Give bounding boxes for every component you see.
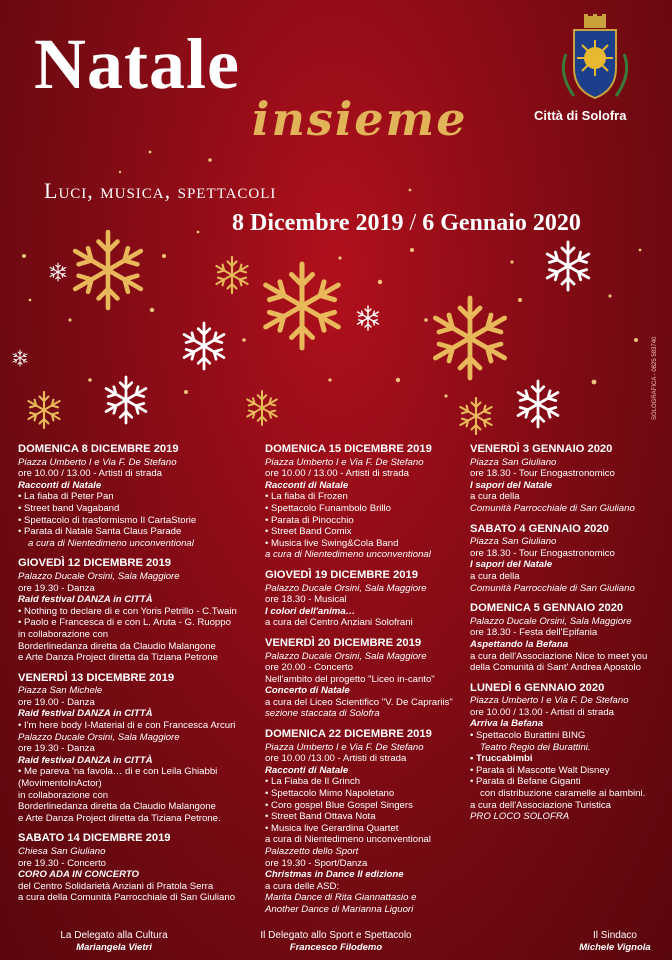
white-snowflake-icon xyxy=(358,306,379,330)
event-detail-line: Palazzo Ducale Orsini, Sala Maggiore xyxy=(18,570,180,582)
event-detail-line: • Musica live Gerardina Quartet xyxy=(265,822,399,834)
event-block xyxy=(470,444,665,515)
event-detail-line: • Parata di Natale Santa Claus Parade xyxy=(18,526,182,538)
printer-credit: SOLOGRAFICA - 0825 583740 xyxy=(652,336,658,420)
event-block xyxy=(18,833,258,904)
event-detail-line: CORO ADA IN CONCERTO xyxy=(18,869,139,881)
gold-snowflake-icon xyxy=(28,392,59,428)
event-detail-line: ore 10.00 / 13.00 - Artisti di strada xyxy=(18,468,162,480)
event-detail-line: • Spettacolo Burattini BING xyxy=(470,730,586,742)
event-detail-line: ore 19.30 - Danza xyxy=(18,743,95,755)
event-detail-line: Piazza Umberto I e Via F. De Stefano xyxy=(265,741,424,753)
event-detail-line: ore 18.30 - Festa dell'Epifania xyxy=(470,627,598,639)
event-date-heading: VENERDÌ 20 DICEMBRE 2019 xyxy=(265,636,422,649)
event-detail-line: Piazza San Giuliano xyxy=(470,456,557,468)
event-detail-line: PRO LOCO SOLOFRA xyxy=(470,811,570,823)
event-date-heading: VENERDÌ 3 GENNAIO 2020 xyxy=(470,443,613,455)
event-dates xyxy=(232,210,581,237)
event-detail-line: Raid festival DANZA in CITTÀ xyxy=(18,594,153,606)
event-detail-line: Piazza San Michele xyxy=(18,685,103,697)
white-snowflake-icon xyxy=(13,350,27,366)
event-detail-line: Borderlinedanza diretta da Claudio Malangone xyxy=(18,640,216,652)
event-detail-line: ore 18.30 - Tour Enogastronomico xyxy=(470,547,615,559)
event-block xyxy=(265,638,465,720)
white-snowflake-icon xyxy=(50,263,66,281)
event-block xyxy=(18,558,258,663)
event-detail-line: • Coro gospel Blue Gospel Singers xyxy=(265,799,413,811)
event-block xyxy=(18,673,258,825)
program-column-december-1 xyxy=(18,444,258,913)
gold-snowflake-icon xyxy=(435,298,504,378)
event-detail-line: a cura di Nientedimeno unconventional xyxy=(28,537,194,549)
title-natale: Natale xyxy=(34,24,240,104)
gold-snowflake-icon xyxy=(247,391,276,425)
event-date-heading: SABATO 4 GENNAIO 2020 xyxy=(470,522,609,535)
footer-name: Michele Vignola xyxy=(579,942,651,953)
event-detail-line: Christmas in Dance II edizione xyxy=(265,869,404,881)
event-block xyxy=(265,444,465,561)
footer-name: Mariangela Vietri xyxy=(76,942,152,953)
event-detail-line: Comunità Parrocchiale di San Giuliano xyxy=(470,582,635,594)
event-detail-line: • I'm here body I-Material di e con Francesca Arcuri xyxy=(18,720,236,732)
event-detail-line: Palazzo Ducale Orsini, Sala Maggiore xyxy=(18,731,180,743)
event-detail-line: • Street band Vagaband xyxy=(18,502,120,514)
event-detail-line: • Me pareva 'na favola… di e con Leila Ghiabbi xyxy=(18,766,218,778)
event-date-heading: GIOVEDÌ 12 DICEMBRE 2019 xyxy=(18,557,171,570)
event-detail-line: a cura di Nientedimeno unconventional xyxy=(265,549,431,561)
event-detail-line: Racconti di Natale xyxy=(265,479,349,491)
event-detail-line: a cura dell'Associazione Turistica xyxy=(470,799,612,811)
event-detail-line: ore 10.00 / 13.00 - Artisti di strada xyxy=(265,468,409,480)
event-detail-line: in collaborazione con xyxy=(18,628,109,640)
event-block xyxy=(470,524,665,595)
event-date-heading: SABATO 14 DICEMBRE 2019 xyxy=(18,832,171,845)
event-detail-line: Raid festival DANZA in CITTÀ xyxy=(18,708,153,720)
event-date-heading: DOMENICA 22 DICEMBRE 2019 xyxy=(265,728,432,741)
event-detail-line: ore 19.30 - Danza xyxy=(18,582,95,594)
event-date-heading: DOMENICA 5 GENNAIO 2020 xyxy=(470,602,624,615)
footer-role: Il Delegato allo Sport e Spettacolo xyxy=(260,930,412,941)
event-detail-line: • Street Band Ottava Nota xyxy=(265,811,376,823)
footer-credit-sport xyxy=(236,930,436,954)
program-column-december-2 xyxy=(265,444,465,925)
event-block xyxy=(265,570,465,629)
event-detail-line: a cura della xyxy=(470,570,520,582)
event-date-heading: DOMENICA 15 DICEMBRE 2019 xyxy=(265,443,432,455)
event-detail-line: a cura dell'Associazione Nice to meet you xyxy=(470,650,648,662)
event-detail-line: Palazzo Ducale Orsini, Sala Maggiore xyxy=(265,650,427,662)
footer-credit-mayor xyxy=(560,930,670,954)
event-block xyxy=(18,444,258,549)
event-detail-line: a cura del Liceo Scientifico "V. De Caprariis" xyxy=(265,696,453,708)
event-detail-line: del Centro Solidarietà Anziani di Pratola Serra xyxy=(18,880,214,892)
title-insieme: insieme xyxy=(252,92,468,146)
footer-credit-culture xyxy=(14,930,214,954)
subtitle: Luci, musica, spettacoli xyxy=(44,178,277,203)
gold-snowflake-icon xyxy=(266,264,339,348)
footer-role: Il Sindaco xyxy=(593,930,637,941)
gold-snowflake-icon xyxy=(75,232,141,308)
date-start: 8 Dicembre 2019 xyxy=(232,210,404,236)
event-detail-line: Racconti di Natale xyxy=(265,764,349,776)
event-detail-line: • Musica live Swing&Cola Band xyxy=(265,537,399,549)
event-detail-line: Borderlinedanza diretta da Claudio Malangone xyxy=(18,801,216,813)
event-detail-line: a cura delle ASD: xyxy=(265,880,340,892)
event-block xyxy=(265,729,465,916)
event-detail-line: in collaborazione con xyxy=(18,789,109,801)
event-detail-line: (MovimentoInActor) xyxy=(18,778,102,790)
event-detail-line: e Arte Danza Project diretta da Tiziana Petrone xyxy=(18,652,218,664)
event-detail-line: • La Fiaba de Il Grinch xyxy=(265,776,361,788)
event-detail-line: ore 20.00 - Concerto xyxy=(265,662,353,674)
date-end: 6 Gennaio 2020 xyxy=(422,210,581,236)
white-snowflake-icon xyxy=(106,377,146,423)
event-detail-line: ore 10.00 /13.00 - Artisti di strada xyxy=(265,753,407,765)
event-detail-line: • La fiaba di Peter Pan xyxy=(18,491,114,503)
event-detail-line: Raid festival DANZA in CITTÀ xyxy=(18,754,153,766)
event-detail-line: con distribuzione caramelle ai bambini. xyxy=(480,788,646,800)
event-date-heading: VENERDÌ 13 DICEMBRE 2019 xyxy=(18,671,175,684)
event-detail-line: I colori dell'anima… xyxy=(265,605,356,617)
event-detail-line: • Parata di Mascotte Walt Disney xyxy=(470,764,610,776)
event-detail-line: a cura di Nientedimeno unconventional xyxy=(265,834,431,846)
event-detail-line: ore 19.30 - Sport/Danza xyxy=(265,857,368,869)
event-detail-line: Another Dance di Marianna Liguori xyxy=(265,903,414,915)
event-detail-line: Piazza San Giuliano xyxy=(470,536,557,548)
event-date-heading: DOMENICA 8 DICEMBRE 2019 xyxy=(18,443,179,455)
event-detail-line: della Comunità di Sant' Andrea Apostolo xyxy=(470,662,641,674)
footer-name: Francesco Filodemo xyxy=(289,942,383,953)
event-detail-line: Piazza Umberto I e Via F. De Stefano xyxy=(265,456,424,468)
event-date-heading: LUNEDÌ 6 GENNAIO 2020 xyxy=(470,681,605,694)
event-detail-line: ore 10.00 / 13.00 - Artisti di strada xyxy=(470,706,614,718)
event-detail-line: • Spettacolo Funambolo Brillo xyxy=(265,502,392,514)
event-detail-line: Piazza Umberto I e Via F. De Stefano xyxy=(18,456,177,468)
event-detail-line: • La fiaba di Frozen xyxy=(265,491,348,503)
event-detail-line: I sapori del Natale xyxy=(470,559,553,571)
event-detail-line: Aspettando la Befana xyxy=(470,638,569,650)
event-detail-line: ore 18.30 - Tour Enogastronomico xyxy=(470,468,615,480)
event-detail-line: Palazzetto dello Sport xyxy=(265,846,359,857)
event-detail-line: • Parata di Pinocchio xyxy=(265,514,354,526)
event-detail-line: I sapori del Natale xyxy=(470,479,553,491)
event-detail-line: e Arte Danza Project diretta da Tiziana Petrone. xyxy=(18,812,221,824)
event-block xyxy=(470,683,665,823)
event-detail-line: • Nothing to declare di e con Yoris Petrillo - C.Twain xyxy=(18,605,237,617)
event-detail-line: Palazzo Ducale Orsini, Sala Maggiore xyxy=(265,582,427,594)
event-detail-line: a cura del Centro Anziani Solofrani xyxy=(265,617,413,629)
event-detail-line: • Truccabimbi xyxy=(470,753,533,765)
date-separator: / xyxy=(409,210,417,236)
event-detail-line: ore 19.30 - Concerto xyxy=(18,857,106,869)
program-column-january xyxy=(470,444,665,832)
event-detail-line: Nell'ambito del progetto "Liceo in-canto" xyxy=(265,673,435,685)
event-detail-line: ore 19.00 - Danza xyxy=(18,696,95,708)
city-name: Città di Solofra xyxy=(534,108,627,123)
footer-role: La Delegato alla Cultura xyxy=(60,930,168,941)
gold-snowflake-icon xyxy=(216,257,247,293)
event-detail-line: • Spettacolo di trasformismo Il CartaStorie xyxy=(18,514,197,526)
gold-snowflake-icon xyxy=(460,398,491,434)
event-detail-line: Piazza Umberto I e Via F. De Stefano xyxy=(470,695,629,707)
event-detail-line: ore 18.30 - Musical xyxy=(265,594,347,606)
event-detail-line: sezione staccata di Solofra xyxy=(265,708,380,720)
event-block xyxy=(470,603,665,674)
city-crest-icon xyxy=(560,14,630,106)
event-detail-line: • Spettacolo Mimo Napoletano xyxy=(265,788,395,800)
event-detail-line: • Paolo e Francesca di e con L. Aruta - G. Ruoppo xyxy=(18,617,231,629)
event-detail-line: Palazzo Ducale Orsini, Sala Maggiore xyxy=(470,615,632,627)
event-detail-line: Arriva la Befana xyxy=(470,718,544,730)
white-snowflake-icon xyxy=(518,381,558,427)
event-date-heading: GIOVEDÌ 19 DICEMBRE 2019 xyxy=(265,568,418,581)
white-snowflake-icon xyxy=(184,323,224,369)
event-detail-line: • Parata di Befane Giganti xyxy=(470,776,581,788)
event-detail-line: Concerto di Natale xyxy=(265,685,350,697)
white-snowflake-icon xyxy=(547,242,589,290)
event-detail-line: Teatro Regio dei Burattini. xyxy=(480,741,591,753)
event-detail-line: a cura della xyxy=(470,491,520,503)
event-detail-line: a cura della Comunità Parrocchiale di San Giuliano xyxy=(18,892,236,904)
event-detail-line: Comunità Parrocchiale di San Giuliano xyxy=(470,502,635,514)
event-detail-line: Chiesa San Giuliano xyxy=(18,846,106,857)
event-detail-line: Racconti di Natale xyxy=(18,479,102,491)
event-detail-line: • Street Band Comix xyxy=(265,526,352,538)
event-detail-line: Marita Dance di Rita Giannattasio e xyxy=(265,892,417,904)
